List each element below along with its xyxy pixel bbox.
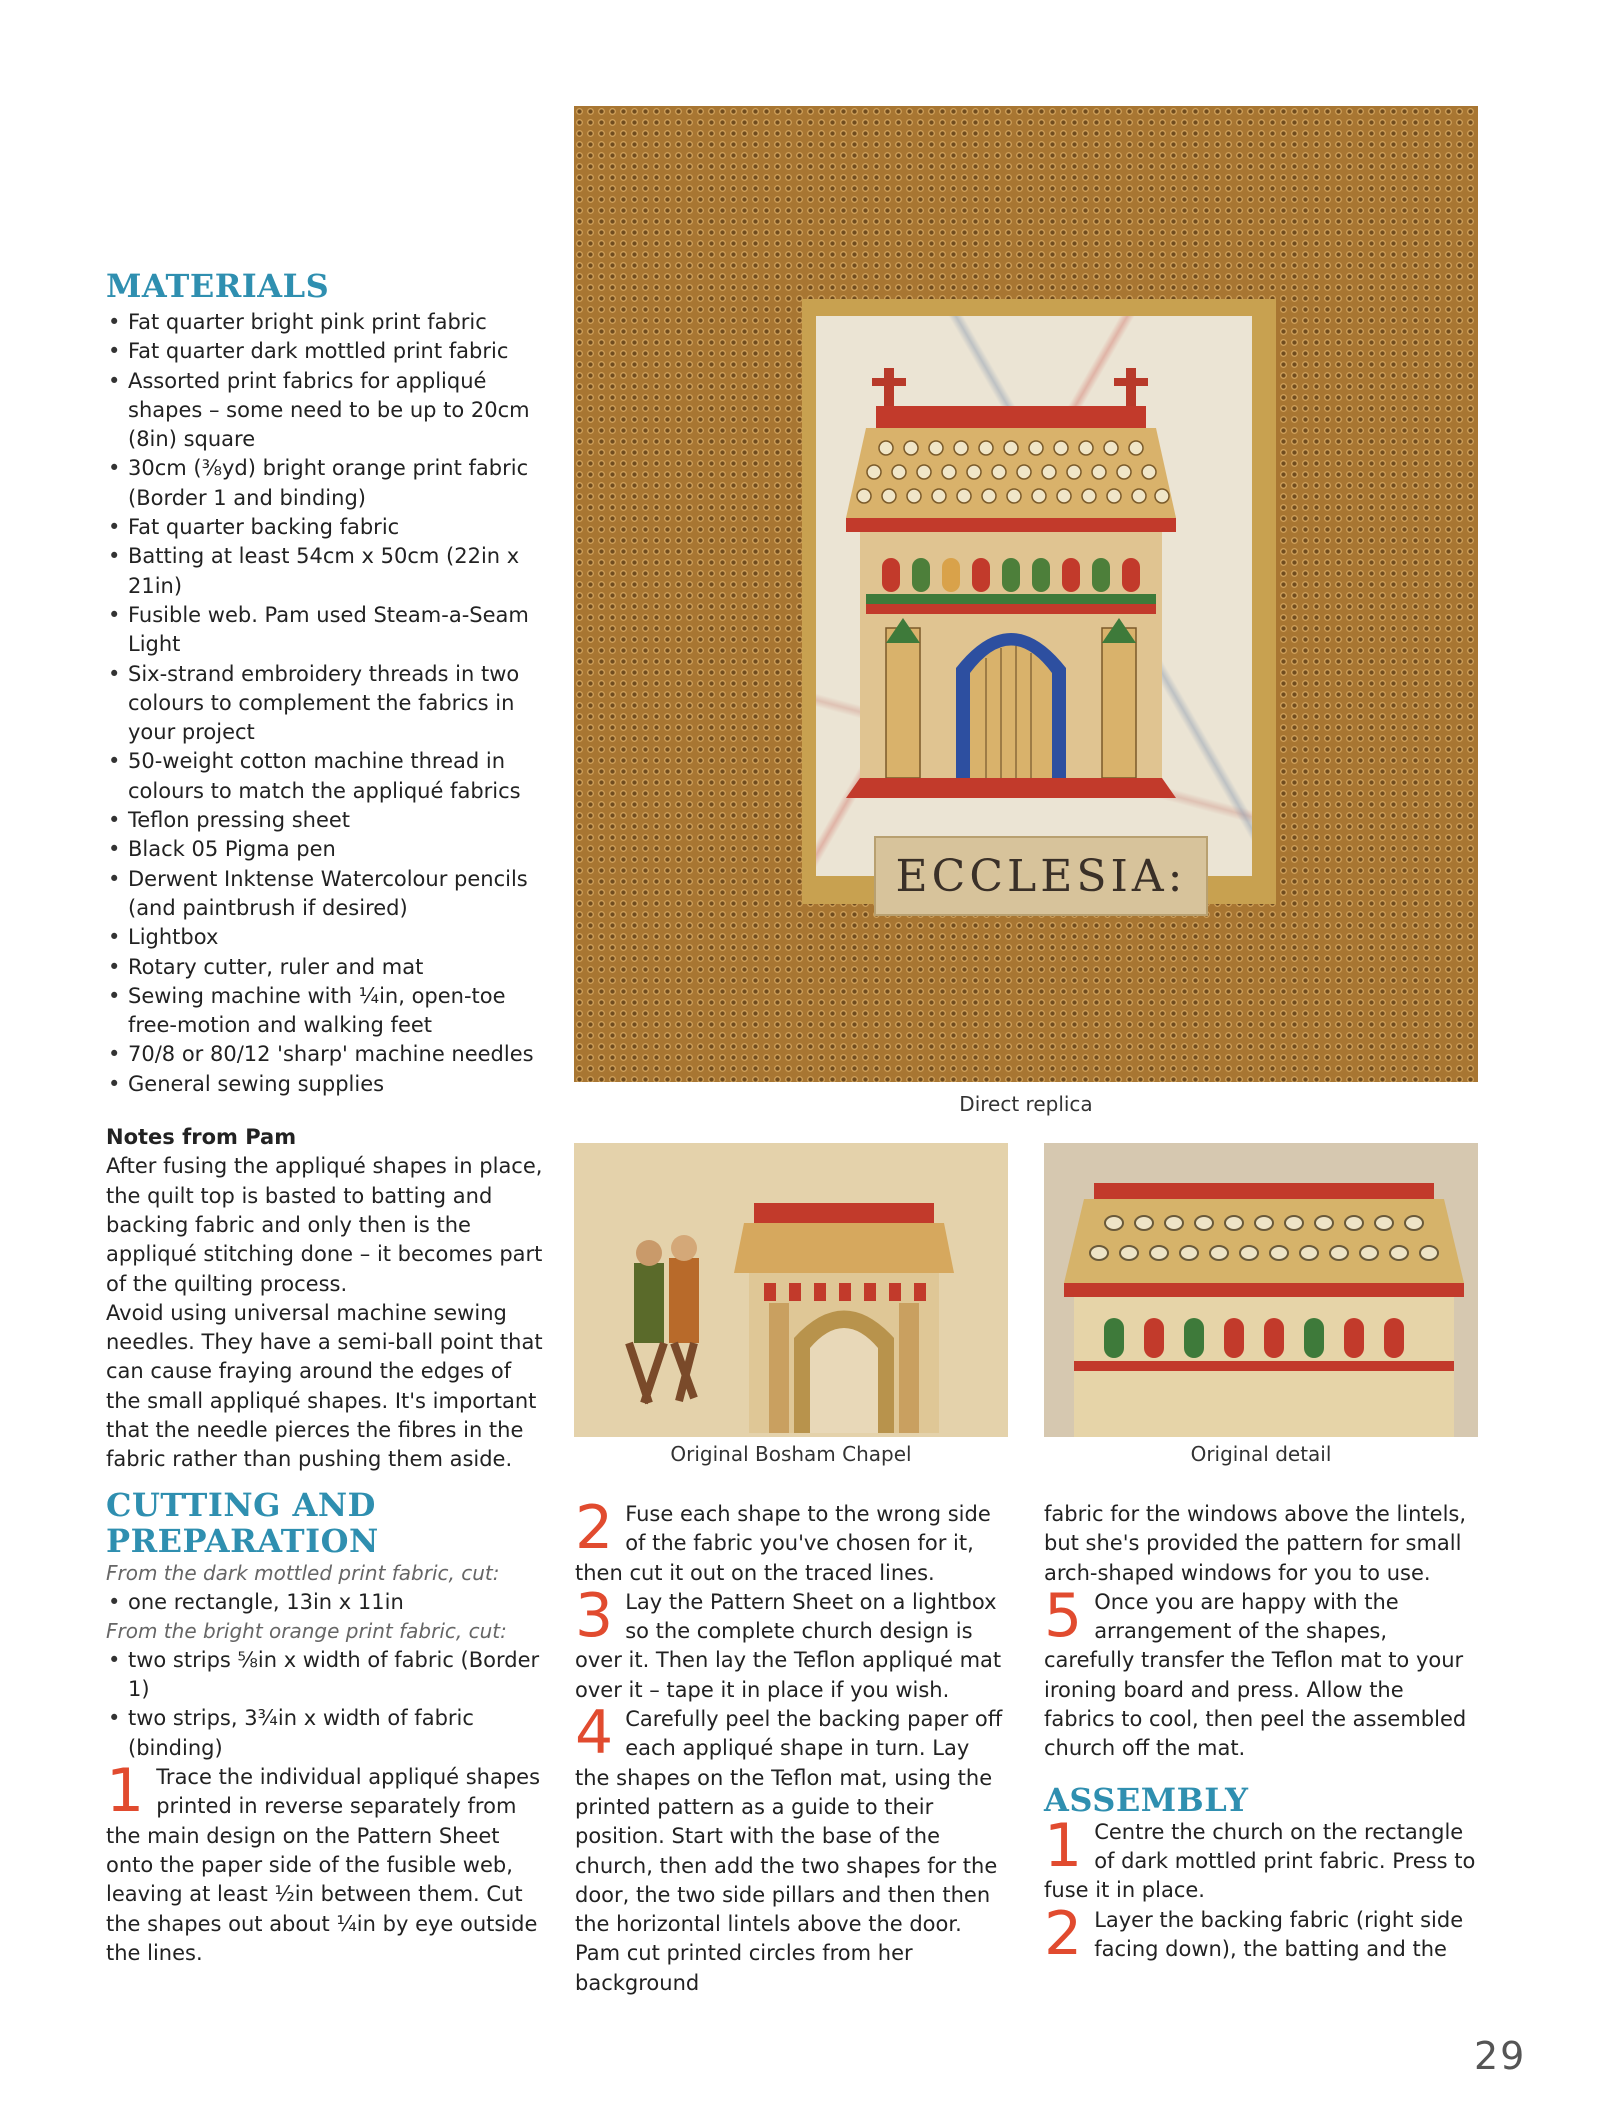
- assembly-step-1: [1044, 1810, 1480, 1906]
- materials-item: • Black 05 Pigma pen: [106, 835, 546, 864]
- step-text: Carefully peel the backing paper off each appliqué shape in turn. Lay the shapes on the Teflon mat, using the printed pattern as a guide to their position. Start with the base of the church, then add the two shapes for the door, the two side pillars and then then the horizontal lintels above the door. Pam cut printed circles from her background: [575, 1707, 1003, 1995]
- detail-photo-caption: Original detail: [1190, 1442, 1332, 1466]
- materials-item: • Rotary cutter, ruler and mat: [106, 953, 546, 982]
- right-column: [1044, 1500, 1480, 1969]
- step-number: 5: [1044, 1580, 1083, 1651]
- materials-item: • Fusible web. Pam used Steam-a-Seam Light: [106, 601, 546, 660]
- step-number: 1: [106, 1756, 145, 1827]
- materials-item: • Assorted print fabrics for appliqué shapes – some need to be up to 20cm (8in) square: [106, 367, 546, 455]
- cutting-heading: [106, 1487, 546, 1559]
- materials-item: • Lightbox: [106, 923, 546, 952]
- step-4-continued: fabric for the windows above the lintels, but she's provided the pattern for small arch-shaped windows for you to use.: [1044, 1502, 1467, 1585]
- cutting-item: • two strips ⅝in x width of fabric (Border 1): [106, 1646, 546, 1705]
- step-text: Trace the individual appliqué shapes printed in reverse separately from the main design on the Pattern Sheet onto the paper side of the fusible web, leaving at least ½in between them. Cut the shapes out about ¼in by eye outside the lines.: [106, 1765, 541, 1965]
- ecclesia-text: ECCLESIA:: [895, 850, 1187, 902]
- cutting-heading-line1: CUTTING AND: [106, 1485, 376, 1524]
- assembly-heading: ASSEMBLY: [1044, 1780, 1249, 1819]
- step-number: 2: [1044, 1898, 1083, 1969]
- notes-paragraph: Avoid using universal machine sewing needles. They have a semi-ball point that can cause fraying around the edges of the small appliqué shapes. It's important that the needle pierces the fibres in the fabric rather than pushing them aside.: [106, 1300, 543, 1472]
- materials-item: • Fat quarter dark mottled print fabric: [106, 337, 546, 366]
- ecclesia-label-panel: [874, 836, 1208, 916]
- step-5: [1044, 1580, 1480, 1764]
- cutting-list: [106, 1646, 546, 1763]
- step-text: Fuse each shape to the wrong side of the fabric you've chosen for it, then cut it out on the traced lines.: [575, 1502, 991, 1585]
- step-text: Layer the backing fabric (right side facing down), the batting and the: [1094, 1907, 1464, 1961]
- main-quilt-photo: [574, 106, 1478, 1082]
- page-number: 29: [1474, 2034, 1527, 2078]
- notes-paragraph: After fusing the appliqué shapes in place, the quilt top is basted to batting and backing fabric and only then is the appliqué stitching done – it becomes part of the quilting process.: [106, 1154, 543, 1296]
- bosham-chapel-illustration: [574, 1143, 1008, 1437]
- main-photo-caption: Direct replica: [959, 1092, 1093, 1116]
- cutting-item: • one rectangle, 13in x 11in: [106, 1588, 546, 1617]
- materials-item: • Derwent Inktense Watercolour pencils (and paintbrush if desired): [106, 865, 546, 924]
- cutting-intro: From the dark mottled print fabric, cut:: [106, 1560, 500, 1585]
- materials-item: • Sewing machine with ¼in, open-toe free-motion and walking feet: [106, 982, 546, 1041]
- step-number: 4: [575, 1698, 614, 1769]
- church-applique: [846, 368, 1226, 828]
- cutting-item: • two strips, 3¾in x width of fabric (binding): [106, 1704, 546, 1763]
- notes-box: [106, 1123, 546, 1475]
- materials-item: • Teflon pressing sheet: [106, 806, 546, 835]
- step-number: 3: [575, 1580, 614, 1651]
- materials-item: • General sewing supplies: [106, 1070, 546, 1099]
- notes-title: Notes from Pam: [106, 1125, 297, 1150]
- assembly-step-2: [1044, 1898, 1480, 1969]
- materials-item: • 50-weight cotton machine thread in colours to match the appliqué fabrics: [106, 747, 546, 806]
- materials-item: • Batting at least 54cm x 50cm (22in x 21in): [106, 542, 546, 601]
- original-detail-illustration: [1044, 1143, 1478, 1437]
- step-text: Lay the Pattern Sheet on a lightbox so the complete church design is over it. Then lay the Teflon appliqué mat over it – tape it in place if you wish.: [575, 1589, 1002, 1702]
- step-text: Once you are happy with the arrangement of the shapes, carefully transfer the Teflon mat to your ironing board and press. Allow the fabrics to cool, then peel the assembled church off the mat.: [1044, 1589, 1467, 1761]
- materials-item: • 70/8 or 80/12 'sharp' machine needles: [106, 1040, 546, 1069]
- step-text: Centre the church on the rectangle of dark mottled print fabric. Press to fuse it in place.: [1044, 1819, 1476, 1903]
- middle-column: [575, 1493, 1010, 1998]
- left-column: [106, 268, 546, 1968]
- materials-heading: MATERIALS: [106, 267, 330, 305]
- materials-item: • 30cm (⅜yd) bright orange print fabric (Border 1 and binding): [106, 454, 546, 513]
- original-detail-photo: [1044, 1143, 1478, 1437]
- materials-item: • Fat quarter bright pink print fabric: [106, 308, 546, 337]
- materials-item: • Six-strand embroidery threads in two colours to complement the fabrics in your project: [106, 660, 546, 748]
- bosham-photo-caption: Original Bosham Chapel: [670, 1442, 912, 1466]
- materials-list: [106, 308, 546, 1099]
- step-4: [575, 1698, 1010, 1998]
- step-2: [575, 1493, 1010, 1588]
- cutting-heading-line2: PREPARATION: [106, 1521, 379, 1560]
- cutting-intro: From the bright orange print fabric, cut:: [106, 1618, 507, 1643]
- materials-item: • Fat quarter backing fabric: [106, 513, 546, 542]
- step-number: 2: [575, 1493, 614, 1563]
- step-3: [575, 1580, 1010, 1705]
- step-number: 1: [1044, 1810, 1083, 1881]
- step-1: [106, 1756, 546, 1968]
- cutting-list: [106, 1588, 546, 1617]
- bosham-chapel-photo: [574, 1143, 1008, 1437]
